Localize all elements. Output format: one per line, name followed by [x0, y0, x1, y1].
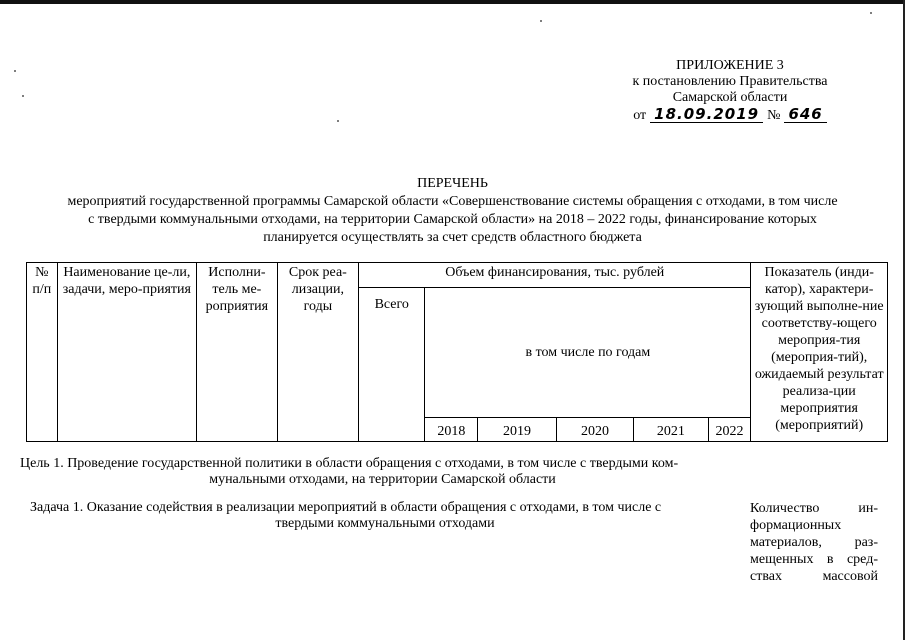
appendix-line-2: Самарской области: [672, 90, 788, 105]
appendix-title: ПРИЛОЖЕНИЕ 3: [676, 58, 784, 73]
indicator-cell: [750, 500, 878, 585]
scan-speck: [14, 70, 16, 72]
appendix-header: [600, 58, 860, 124]
header-total: Всего: [359, 288, 425, 442]
header-period: Срок реа-лизации, годы: [277, 263, 359, 442]
header-indicator: Показатель (инди-катор), характери-зующий выполне-ние соответству-ющего мероприя-тия (мероприя-тий), ожидаемый результат реализа-ции мероприятия (мероприятий): [751, 263, 888, 442]
header-number: № п/п: [27, 263, 58, 442]
indicator-line-1: Количество ин-: [750, 501, 878, 516]
header-name: Наименование це-ли, задачи, меро-приятия: [57, 263, 197, 442]
goal-line-2: мунальными отходами, на территории Самарской области: [209, 472, 556, 487]
header-funding: Объем финансирования, тыс. рублей: [359, 263, 751, 288]
header-year-2019: 2019: [478, 418, 556, 442]
appendix-line-1: к постановлению Правительства: [632, 74, 828, 89]
header-year-2020: 2020: [556, 418, 633, 442]
scan-top-border: [0, 0, 905, 4]
header-year-2018: 2018: [425, 418, 478, 442]
indicator-line-4: мещенных в сред-: [750, 552, 878, 567]
appendix-date-line: [600, 106, 860, 124]
from-label: от: [633, 108, 647, 123]
header-year-2021: 2021: [634, 418, 708, 442]
header-year-2022: 2022: [708, 418, 751, 442]
handwritten-date: 18.09.2019: [650, 106, 763, 123]
document-title: ПЕРЕЧЕНЬ: [417, 176, 488, 191]
indicator-line-2: формационных: [750, 518, 842, 533]
header-by-years: в том числе по годам: [425, 288, 751, 418]
handwritten-number: 646: [784, 106, 826, 123]
goal-line-1: Цель 1. Проведение государственной политики в области обращения с отходами, в том числе с твердыми ком-: [20, 456, 679, 471]
scan-speck: [22, 95, 24, 97]
number-sign: №: [767, 108, 781, 123]
indicator-line-3: материалов, раз-: [750, 535, 878, 550]
document-subtitle-line-2: с твердыми коммунальными отходами, на территории Самарской области» на 2018 – 2022 годы, финансирование которых: [88, 212, 817, 227]
indicator-line-5: ствах массовой: [750, 569, 878, 584]
task-line-2: твердыми коммунальными отходами: [275, 516, 495, 531]
header-executor: Исполни-тель ме-роприятия: [197, 263, 277, 442]
document-subtitle-line-3: планируется осуществлять за счет средств областного бюджета: [263, 230, 642, 245]
task-line-1: Задача 1. Оказание содействия в реализации мероприятий в области обращения с отходами, в том числе с: [30, 500, 662, 515]
measures-table: [26, 262, 888, 442]
scan-speck: [870, 12, 872, 14]
scan-speck: [540, 20, 542, 22]
document-subtitle-line-1: мероприятий государственной программы Самарской области «Совершенствование системы обращения с отходами, в том числе: [67, 194, 838, 209]
scan-speck: [337, 120, 339, 122]
